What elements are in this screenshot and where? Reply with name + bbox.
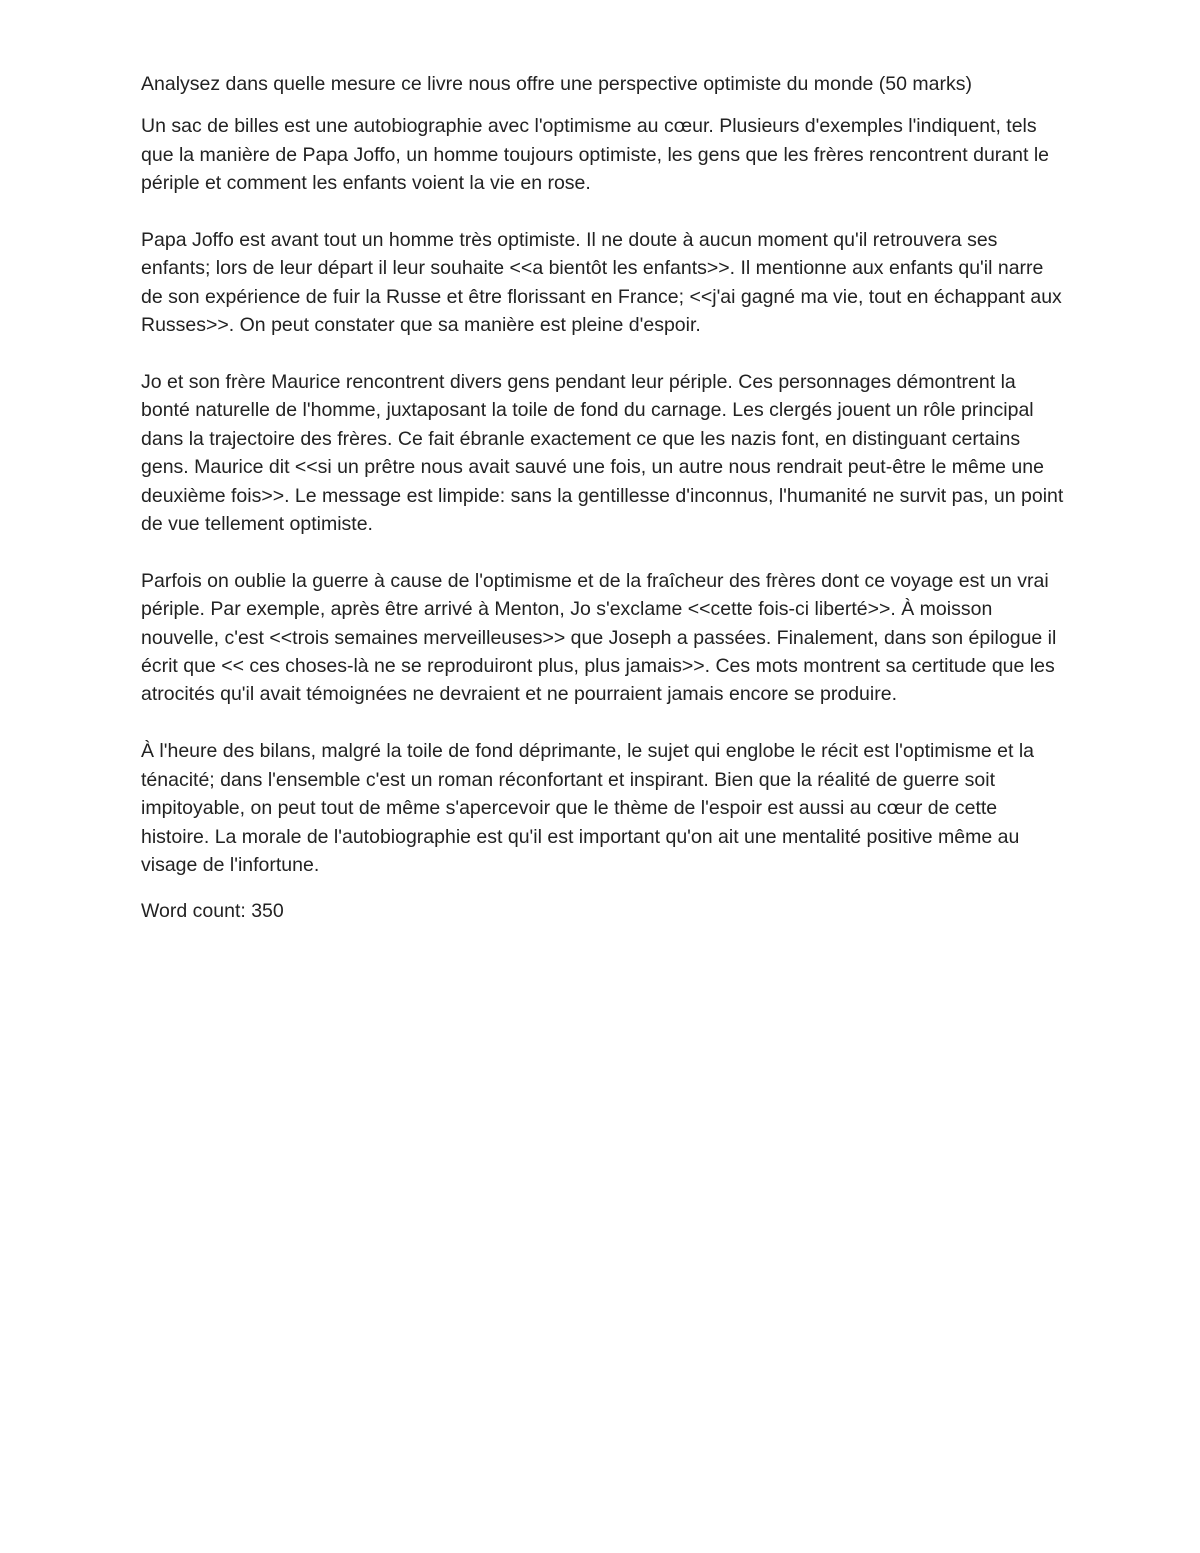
document-page <box>141 70 1066 926</box>
paragraph-introduction: Un sac de billes est une autobiographie avec l'optimisme au cœur. Plusieurs d'exemples l'indiquent, tels que la manière de Papa Joffo, un homme toujours optimiste, les gens que les frères rencontrent durant le périple et comment les enfants voient la vie en rose. <box>141 115 1049 195</box>
paragraph-people-met: Jo et son frère Maurice rencontrent divers gens pendant leur périple. Ces personnages démontrent la bonté naturelle de l'homme, juxtaposant la toile de fond du carnage. Les clergés jouent un rôle principal dans la trajectoire des frères. Ce fait ébranle exactement ce que les nazis font, en distinguant certains gens. Maurice dit <<si un prêtre nous avait sauvé une fois, un autre nous rendrait peut-être le même une deuxième fois>>. Le message est limpide: sans la gentillesse d'inconnus, l'humanité ne survit pas, un point de vue tellement optimiste. <box>141 371 1064 536</box>
essay-question: Analysez dans quelle mesure ce livre nous offre une perspective optimiste du monde (50 marks) <box>141 73 972 95</box>
paragraph-forgetting-war: Parfois on oublie la guerre à cause de l'optimisme et de la fraîcheur des frères dont ce voyage est un vrai périple. Par exemple, après être arrivé à Menton, Jo s'exclame <<cette fois-ci liberté>>. À moisson nouvelle, c'est <<trois semaines merveilleuses>> que Joseph a passées. Finalement, dans son épilogue il écrit que << ces choses-là ne se reproduiront plus, plus jamais>>. Ces mots montrent sa certitude que les atrocités qu'il avait témoignées ne devraient et ne pourraient jamais encore se produire. <box>141 569 1057 706</box>
paragraph-conclusion: À l'heure des bilans, malgré la toile de fond déprimante, le sujet qui englobe le récit est l'optimisme et la ténacité; dans l'ensemble c'est un roman réconfortant et inspirant. Bien que la réalité de guerre soit impitoyable, on peut tout de même s'apercevoir que le thème de l'espoir est aussi au cœur de cette histoire. La morale de l'autobiographie est qu'il est important qu'on ait une mentalité positive même au visage de l'infortune. <box>141 740 1035 876</box>
word-count: Word count: 350 <box>141 900 284 923</box>
paragraph-papa-joffo: Papa Joffo est avant tout un homme très optimiste. Il ne doute à aucun moment qu'il retrouvera ses enfants; lors de leur départ il leur souhaite <<a bientôt les enfants>>. Il mentionne aux enfants qu'il narre de son expérience de fuir la Russe et être florissant en France; <<j'ai gagné ma vie, tout en échappant aux Russes>>. On peut constater que sa manière est pleine d'espoir. <box>141 229 1062 337</box>
